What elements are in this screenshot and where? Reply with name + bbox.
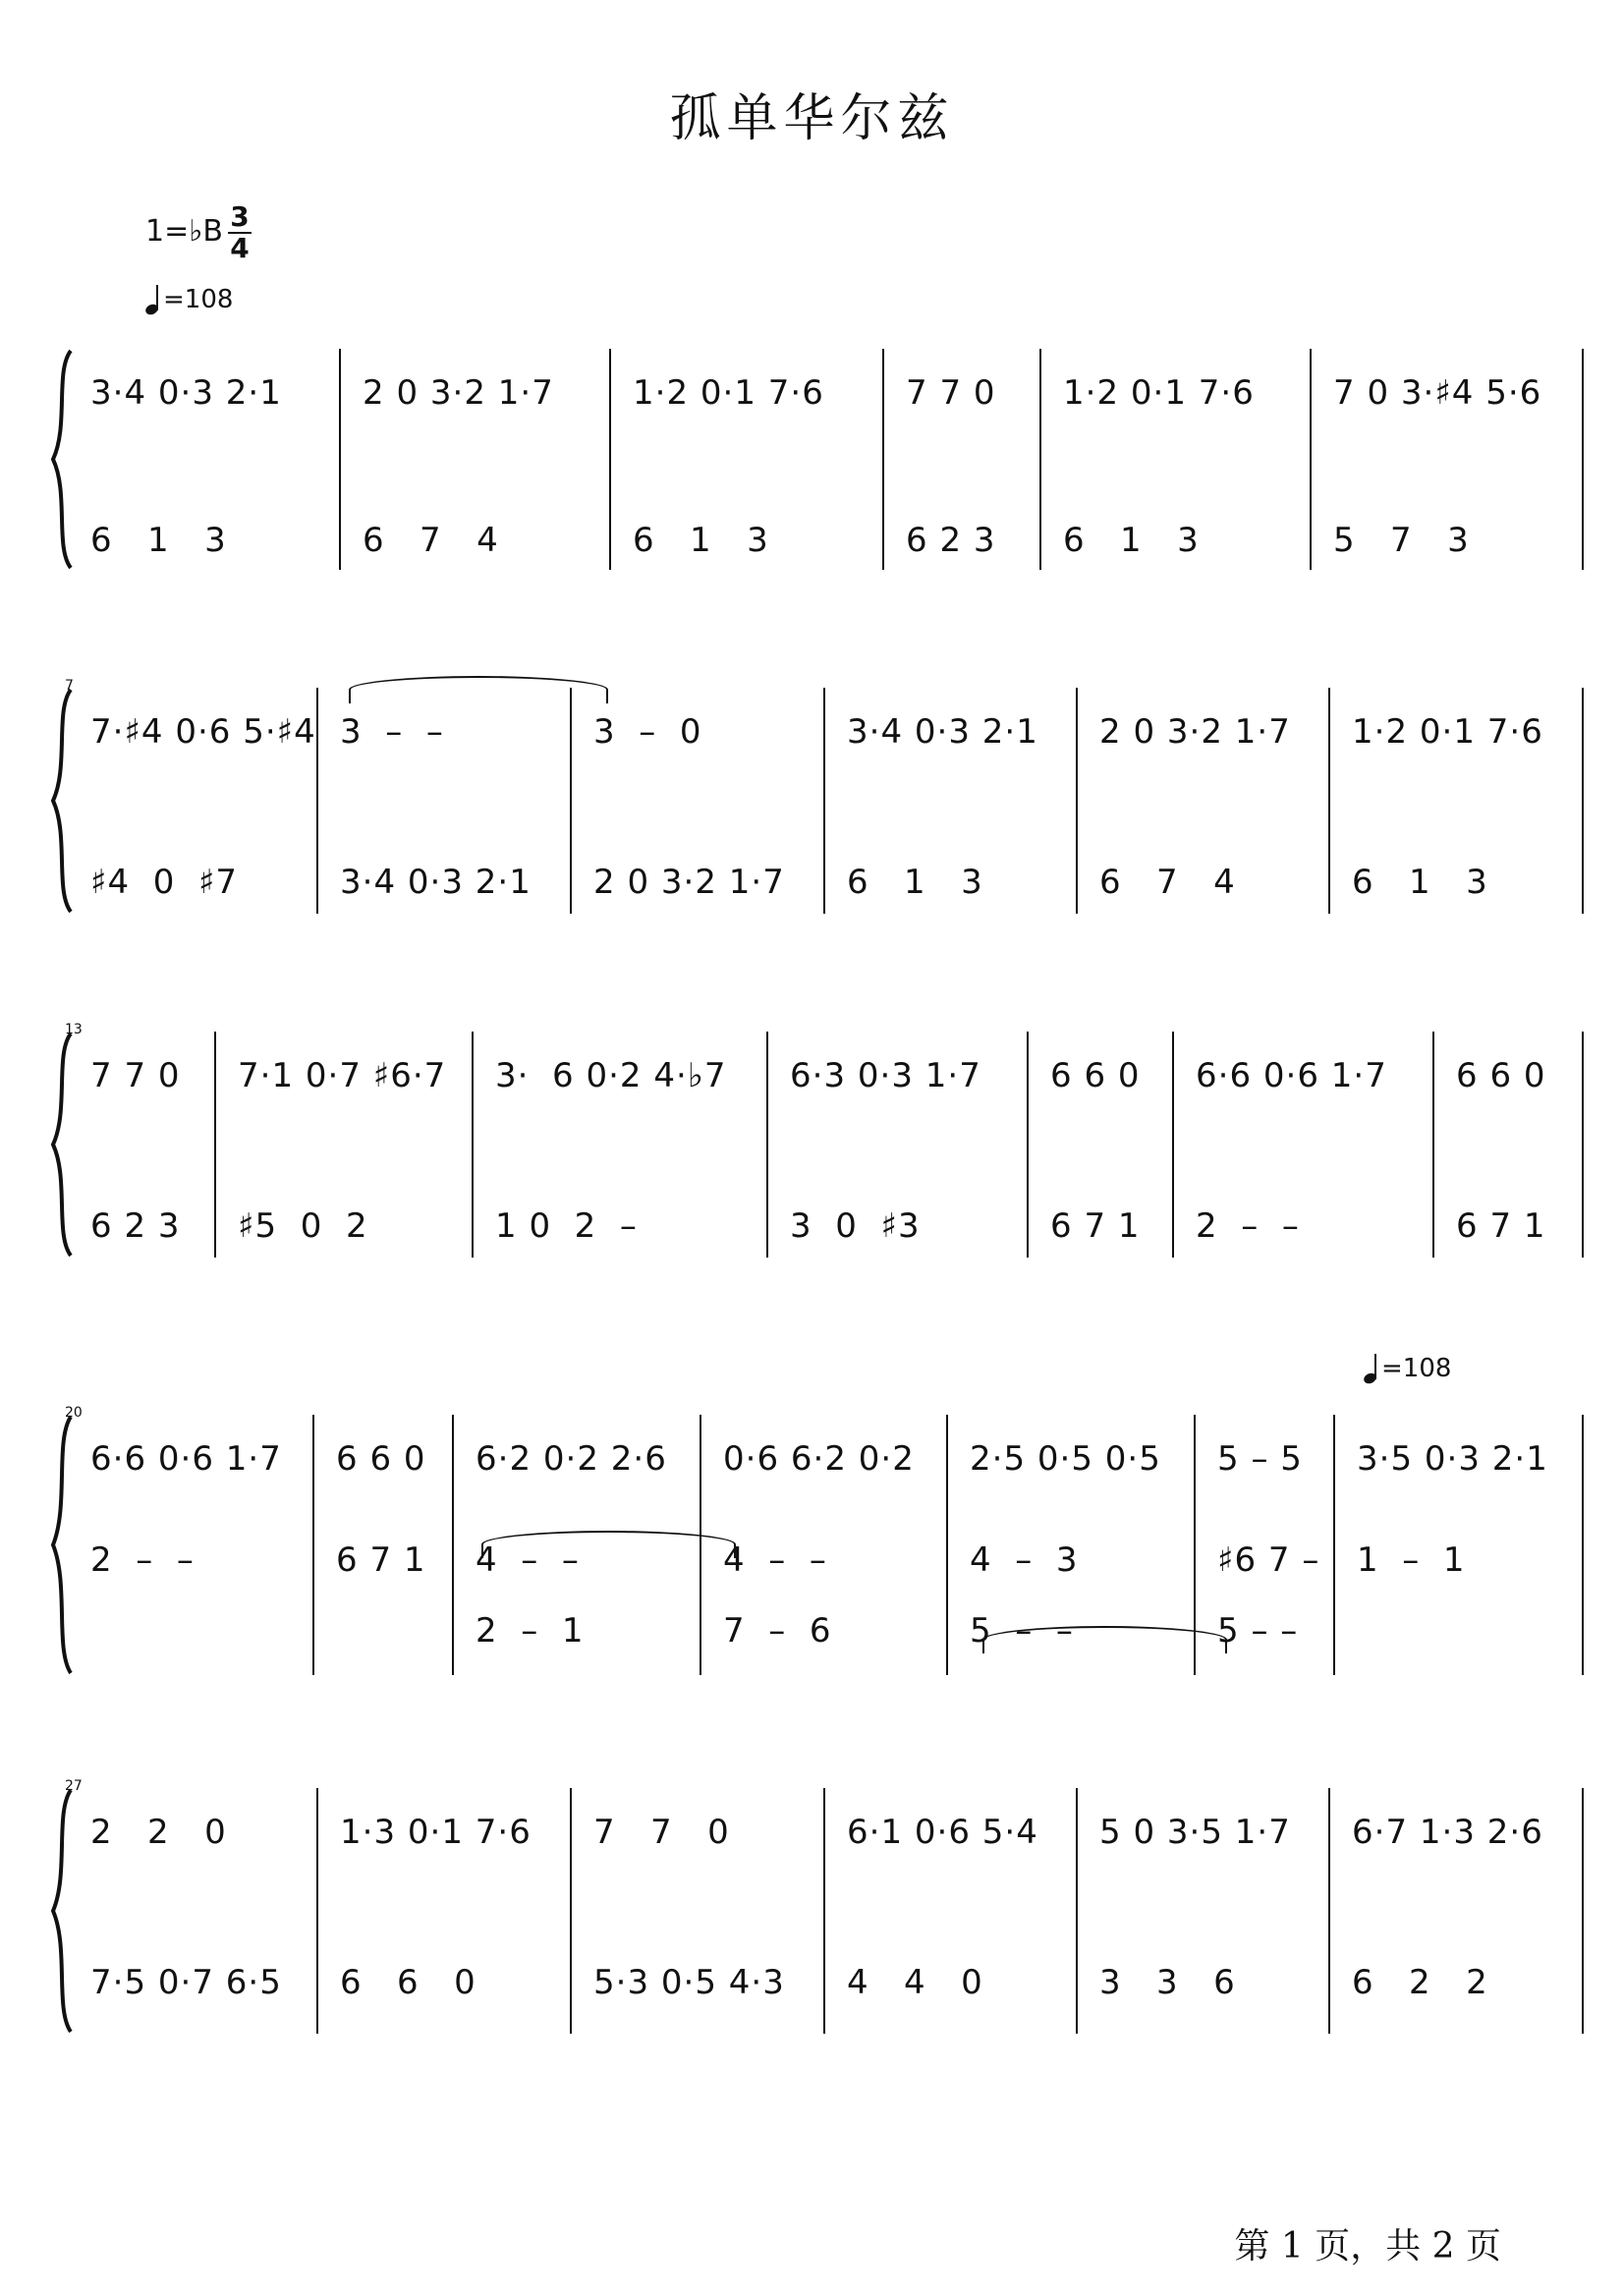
quarter-note-icon	[1364, 1354, 1381, 1383]
lower-measure: 4 4 0	[847, 1963, 983, 2002]
upper-measure: 7 7 0	[906, 373, 996, 413]
upper-measure: 3·4 0·3 2·1	[90, 373, 282, 413]
lower-measure: 2 – –	[90, 1540, 195, 1580]
upper-measure: 5 0 3·5 1·7	[1099, 1813, 1291, 1852]
lower-measure: 3 0 ♯3	[790, 1206, 921, 1246]
barline	[1076, 1788, 1078, 2034]
time-signature-bottom: 4	[230, 232, 250, 264]
page-title: 孤单华尔兹	[669, 89, 955, 148]
barline	[1328, 1788, 1330, 2034]
lower-measure: 5·3 0·5 4·3	[593, 1963, 785, 2002]
tempo-marking-2	[1364, 1354, 1451, 1383]
upper-measure: 7 0 3·♯4 5·6	[1333, 373, 1542, 413]
upper-measure: 6·6 0·6 1·7	[90, 1439, 282, 1479]
barline	[1039, 349, 1041, 570]
key-signature: 1=♭B	[145, 214, 223, 249]
barline	[1582, 349, 1584, 570]
upper-measure: 3·4 0·3 2·1	[847, 712, 1038, 752]
brace	[47, 688, 77, 914]
time-signature-top: 3	[230, 200, 250, 233]
barline	[946, 1415, 948, 1675]
lower-measure: 4 – –	[476, 1540, 580, 1580]
barline	[1582, 1415, 1584, 1675]
lower-measure-second-voice: 2 – 1	[476, 1611, 585, 1651]
time-signature	[228, 202, 252, 263]
tie-slur	[349, 676, 608, 703]
lower-measure: 6 6 0	[340, 1963, 476, 2002]
barline	[823, 688, 825, 914]
upper-measure: 6·7 1·3 2·6	[1352, 1813, 1543, 1852]
lower-measure: 3 3 6	[1099, 1963, 1236, 2002]
lower-measure: 6 2 2	[1352, 1963, 1488, 2002]
barline	[1333, 1415, 1335, 1675]
upper-measure: 0·6 6·2 0·2	[723, 1439, 915, 1479]
measure-number: 20	[65, 1405, 83, 1421]
upper-measure: 3 – –	[340, 712, 444, 752]
page-footer: 第 1 页，共 2 页	[1234, 2226, 1501, 2267]
upper-measure: 2 0 3·2 1·7	[1099, 712, 1291, 752]
system-5	[0, 1778, 1624, 2034]
upper-measure: 7 7 0	[593, 1813, 730, 1852]
upper-measure: 7·1 0·7 ♯6·7	[238, 1056, 447, 1095]
barline	[570, 688, 572, 914]
upper-measure: 1·2 0·1 7·6	[1352, 712, 1543, 752]
upper-measure: 5 – 5	[1217, 1439, 1303, 1479]
tempo-value: =108	[163, 285, 234, 314]
brace	[47, 1032, 77, 1258]
measure-number: 13	[65, 1022, 83, 1037]
measure-number: 27	[65, 1778, 83, 1794]
quarter-note-icon	[145, 285, 163, 314]
tempo-value-2: =108	[1381, 1354, 1452, 1383]
barline	[823, 1788, 825, 2034]
lower-measure: 6 1 3	[1063, 521, 1200, 560]
barline	[1582, 1788, 1584, 2034]
barline	[472, 1032, 474, 1258]
brace	[47, 1788, 77, 2034]
lower-measure: 4 – –	[723, 1540, 827, 1580]
upper-measure: 6 6 0	[336, 1439, 426, 1479]
upper-measure: 6·6 0·6 1·7	[1196, 1056, 1387, 1095]
barline	[1310, 349, 1312, 570]
lower-measure-second-voice: 7 – 6	[723, 1611, 832, 1651]
lower-measure: ♯6 7 –	[1217, 1540, 1320, 1580]
barline	[766, 1032, 768, 1258]
barline	[1076, 688, 1078, 914]
lower-measure: 6 1 3	[1352, 863, 1488, 902]
upper-measure: 2·5 0·5 0·5	[970, 1439, 1161, 1479]
system-3	[0, 1022, 1624, 1258]
barline	[452, 1415, 454, 1675]
brace	[47, 1415, 77, 1675]
lower-measure: 4 – 3	[970, 1540, 1079, 1580]
upper-measure: 6·3 0·3 1·7	[790, 1056, 981, 1095]
measure-number: 7	[65, 678, 74, 694]
lower-measure: 6 7 4	[1099, 863, 1236, 902]
upper-measure: 7·♯4 0·6 5·♯4	[90, 712, 316, 752]
lower-measure: 6 2 3	[906, 521, 996, 560]
system-2	[0, 678, 1624, 914]
upper-measure: 1·3 0·1 7·6	[340, 1813, 532, 1852]
upper-measure: 2 0 3·2 1·7	[363, 373, 554, 413]
upper-measure: 3 – 0	[593, 712, 702, 752]
lower-measure: 2 0 3·2 1·7	[593, 863, 785, 902]
barline	[316, 1788, 318, 2034]
barline	[882, 349, 884, 570]
lower-measure: 3·4 0·3 2·1	[340, 863, 532, 902]
lower-measure-second-voice: 5 – –	[970, 1611, 1074, 1651]
lower-measure: 6 7 1	[1050, 1206, 1141, 1246]
lower-measure: 6 1 3	[633, 521, 769, 560]
lower-measure: 2 – –	[1196, 1206, 1300, 1246]
barline	[609, 349, 611, 570]
barline	[1582, 688, 1584, 914]
lower-measure-second-voice: 5 – –	[1217, 1611, 1299, 1651]
barline	[339, 349, 341, 570]
upper-measure: 3· 6 0·2 4·♭7	[495, 1056, 727, 1095]
system-4	[0, 1405, 1624, 1675]
barline	[1328, 688, 1330, 914]
system-1	[0, 349, 1624, 570]
lower-measure: 6 1 3	[847, 863, 983, 902]
lower-measure: 7·5 0·7 6·5	[90, 1963, 282, 2002]
lower-measure: 6 7 1	[1456, 1206, 1546, 1246]
upper-measure: 6 6 0	[1050, 1056, 1141, 1095]
upper-measure: 2 2 0	[90, 1813, 227, 1852]
lower-measure: 1 0 2 –	[495, 1206, 638, 1246]
upper-measure: 6 6 0	[1456, 1056, 1546, 1095]
upper-measure: 3·5 0·3 2·1	[1357, 1439, 1548, 1479]
lower-measure: 6 7 1	[336, 1540, 426, 1580]
barline	[1172, 1032, 1174, 1258]
barline	[570, 1788, 572, 2034]
brace	[47, 349, 77, 570]
lower-measure: 5 7 3	[1333, 521, 1470, 560]
tie-slur	[481, 1531, 736, 1558]
upper-measure: 1·2 0·1 7·6	[1063, 373, 1255, 413]
barline	[1582, 1032, 1584, 1258]
lower-measure: 6 1 3	[90, 521, 227, 560]
lower-measure: 1 – 1	[1357, 1540, 1466, 1580]
upper-measure: 6·2 0·2 2·6	[476, 1439, 667, 1479]
lower-measure: 6 7 4	[363, 521, 499, 560]
lower-measure: ♯5 0 2	[238, 1206, 368, 1246]
tie-slur	[982, 1626, 1227, 1653]
barline	[214, 1032, 216, 1258]
barline	[316, 688, 318, 914]
upper-measure: 1·2 0·1 7·6	[633, 373, 824, 413]
lower-measure: 6 2 3	[90, 1206, 181, 1246]
barline	[1027, 1032, 1029, 1258]
upper-measure: 6·1 0·6 5·4	[847, 1813, 1038, 1852]
upper-measure: 7 7 0	[90, 1056, 181, 1095]
tempo-marking	[145, 285, 233, 314]
barline	[312, 1415, 314, 1675]
barline	[1432, 1032, 1434, 1258]
lower-measure: ♯4 0 ♯7	[90, 863, 239, 902]
